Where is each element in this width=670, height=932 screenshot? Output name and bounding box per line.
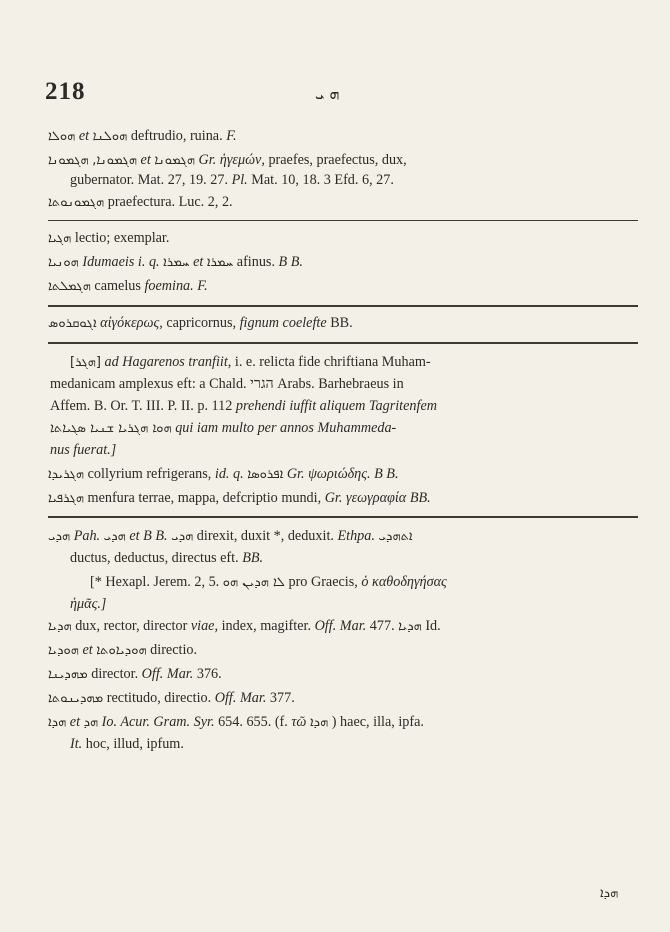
- syriac-word: ܗܘܕܝܐ: [48, 643, 79, 658]
- entry-line-19: [70, 594, 660, 614]
- entry-line-16: [48, 526, 638, 547]
- entry-line-13: [50, 440, 640, 460]
- syriac-word: ܐܬܗܕܝ: [378, 529, 413, 544]
- syriac-word: ܗܓܝܐ: [48, 231, 72, 246]
- entry-line-22: [48, 664, 638, 685]
- syriac-word: ܗܘܠܢܐ: [92, 129, 128, 144]
- quotation: nus fuerat.]: [50, 442, 117, 458]
- entry-line-20: [48, 616, 638, 637]
- source-ref: Io. Acur. Gram. Syr.: [101, 714, 215, 730]
- language-tag: Gr.: [198, 152, 217, 168]
- syriac-word: ܗܕܝ: [171, 529, 194, 544]
- syriac-word: ܡܗܕܝܢܐ: [48, 667, 88, 682]
- section-rule: [48, 516, 638, 518]
- definition: afinus.: [236, 254, 275, 270]
- syriac-word: ܗܓܡܠܬܐ: [48, 279, 91, 294]
- definition: praefes, praefectus, dux,: [268, 152, 407, 168]
- conjunction: et: [82, 642, 93, 658]
- entry-line-5: [48, 228, 638, 249]
- citation: 477.: [369, 618, 395, 634]
- definition: i. e. relicta fide chriftiana Muham-: [234, 354, 431, 370]
- entry-line-8: [48, 313, 638, 334]
- plural-tag: Pl.: [231, 172, 248, 188]
- source-ref: F.: [226, 128, 237, 144]
- greek-word: Gr. γεωγραφία: [324, 490, 407, 506]
- greek-word: ἡγεμών,: [219, 152, 265, 168]
- entry-line-21: [48, 640, 638, 661]
- syriac-word: ܗܕܐ: [48, 715, 67, 730]
- syriac-word: ܗܕܝ: [48, 529, 71, 544]
- stem-tag: Pah.: [73, 528, 101, 544]
- definition: Idumaeis i. q.: [82, 254, 160, 270]
- entry-line-12: [50, 418, 640, 439]
- definition: deftrudio, ruina.: [130, 128, 223, 144]
- definition-italic: ad Hagarenos tranfiit,: [104, 354, 232, 370]
- entry-line-3: [70, 170, 660, 190]
- definition: pro Graecis,: [288, 574, 358, 590]
- syriac-word: ܗܕ: [83, 715, 99, 730]
- syriac-word: ܚܡܪܐ: [206, 255, 234, 270]
- syriac-word: ܗܓܪܝܕܐ: [48, 467, 85, 482]
- syriac-word: ܗܕܝܐ: [48, 619, 72, 634]
- language-tag: Gr.: [286, 466, 305, 482]
- syriac-word: ܗܘܢܝܐ: [48, 255, 79, 270]
- syriac-word: ܗܘܕܝܐܘܬܐ: [96, 643, 147, 658]
- source-ref: Off. Mar.: [314, 618, 367, 634]
- source-ref: B B.: [374, 466, 399, 482]
- citation: [* Hexapl. Jerem. 2, 5.: [90, 574, 220, 590]
- definition: hoc, illud, ipfum.: [85, 736, 184, 752]
- syriac-word: ܗܘܠܐ: [48, 129, 76, 144]
- definition-italic: viae,: [190, 618, 219, 634]
- entry-line-10: [50, 374, 640, 394]
- syriac-word: ܗܘܐ ܗܓܪܝܐ ܫܢܝܐ ܣܓܝܐܬܐ: [50, 421, 172, 436]
- greek-word: τῶ: [291, 714, 307, 730]
- definition-italic: id. q.: [214, 466, 244, 482]
- syriac-word: ܗܕܐ: [310, 715, 329, 730]
- conjunction: et: [193, 254, 204, 270]
- conjunction: et: [78, 128, 90, 144]
- entry-line-24: [48, 712, 638, 733]
- entry-line-4: [48, 192, 638, 213]
- entry-line-2: [48, 150, 638, 171]
- conjunction: et: [140, 152, 151, 168]
- syriac-word: ܗܕܝܐ: [398, 619, 422, 634]
- definition: directio.: [150, 642, 198, 658]
- syriac-word: ܐܦܪܘܣܐ: [247, 467, 284, 482]
- definition: director.: [91, 666, 139, 682]
- citation: 377.: [269, 690, 295, 706]
- syriac-word: ܚܡܪܐ: [163, 255, 190, 270]
- running-head: ܗ ܝ: [315, 84, 340, 103]
- definition: menfura terrae, mappa, defcriptio mundi,: [87, 490, 322, 506]
- stem-tag: Ethpa.: [337, 528, 375, 544]
- page-header: [45, 78, 635, 108]
- syriac-word: ܗܓܡܘܢܘܬܐ: [48, 195, 105, 210]
- source-ref: F.: [197, 278, 208, 294]
- definition: Id.: [425, 618, 441, 634]
- entry-line-7: [48, 276, 638, 297]
- conjunction: et: [69, 714, 81, 730]
- definition: gubernator. Mat. 27, 19. 27.: [70, 172, 229, 188]
- section-rule: [48, 342, 638, 344]
- definition: collyrium refrigerans,: [87, 466, 212, 482]
- source-ref: B B.: [143, 528, 168, 544]
- entry-line-9: [70, 352, 660, 373]
- definition-italic: It.: [70, 736, 83, 752]
- entry-line-23: [48, 688, 638, 709]
- catchword: ܗܕܐ: [600, 886, 619, 901]
- hebrew-word: הגרי: [250, 376, 274, 392]
- entry-line-6: [48, 252, 638, 273]
- syriac-word: ܡܗܕܝܢܘܬܐ: [48, 691, 104, 706]
- greek-word: ἡμᾶς.]: [70, 596, 107, 612]
- source-ref: B B.: [278, 254, 303, 270]
- section-rule: [48, 220, 638, 221]
- source-ref: Off. Mar.: [214, 690, 267, 706]
- entry-line-17: [70, 548, 660, 568]
- quotation: prehendi iuffit aliquem Tagritenfem: [235, 398, 437, 414]
- definition: lectio; exemplar.: [74, 230, 170, 246]
- definition: praefectura. Luc. 2, 2.: [107, 194, 233, 210]
- syriac-word: ܗܓܡܘܢܐ,: [92, 153, 137, 168]
- definition-italic: foemina.: [144, 278, 194, 294]
- entry-line-14: [48, 464, 638, 485]
- greek-word: αἰγόκερως,: [100, 315, 163, 331]
- syriac-word: ܠܐ ܗܕܝܢ ܗܘ: [222, 575, 285, 590]
- definition: capricornus,: [166, 315, 237, 331]
- source-ref: BB.: [242, 550, 264, 566]
- section-rule: [48, 305, 638, 307]
- definition: direxit, duxit *, deduxit.: [196, 528, 334, 544]
- source-ref: BB.: [330, 315, 353, 331]
- entry-line-18: [90, 572, 670, 593]
- syriac-word: ܗܓܪܦܝܐ: [48, 491, 84, 506]
- citation: Mat. 10, 18. 3 Efd. 6, 27.: [251, 172, 394, 188]
- source-ref: Off. Mar.: [141, 666, 194, 682]
- syriac-word: [ܗܓܪ]: [70, 355, 101, 370]
- greek-word: ψωριώδης.: [308, 466, 371, 482]
- greek-word: ὁ καθοδηγήσας: [361, 574, 447, 590]
- syriac-word: ܗܓܡܘܢܐ: [154, 153, 195, 168]
- syriac-word: ܐܓܘܩܪܘܣ: [48, 316, 97, 331]
- quotation: qui iam multo per annos Muhammeda-: [175, 420, 397, 436]
- citation: 376.: [196, 666, 222, 682]
- definition: camelus: [94, 278, 141, 294]
- definition: Arabs. Barhebraeus in: [277, 376, 404, 392]
- definition: rectitudo, directio.: [106, 690, 212, 706]
- citation: 654. 655. (f.: [218, 714, 288, 730]
- definition-italic: fignum coelefte: [239, 315, 327, 331]
- definition: ) haec, illa, ipfa.: [331, 714, 424, 730]
- definition: ductus, deductus, directus eft.: [70, 550, 239, 566]
- entry-line-11: [50, 396, 640, 416]
- source-ref: BB.: [409, 490, 431, 506]
- entry-line-15: [48, 488, 638, 509]
- entry-line-25: [70, 734, 660, 754]
- citation: Affem. B. Or. T. III. P. II. p. 112: [50, 398, 233, 414]
- definition: medanicam amplexus eft: a Chald.: [50, 376, 247, 392]
- syriac-word: ܗܕܝ: [103, 529, 126, 544]
- syriac-word: ܗܓܡܘܢܐ: [48, 153, 89, 168]
- definition: dux, rector, director: [75, 618, 188, 634]
- entry-line-1: [48, 126, 638, 147]
- page-number: 218: [45, 78, 86, 105]
- conjunction: et: [129, 528, 140, 544]
- definition: index, magifter.: [221, 618, 312, 634]
